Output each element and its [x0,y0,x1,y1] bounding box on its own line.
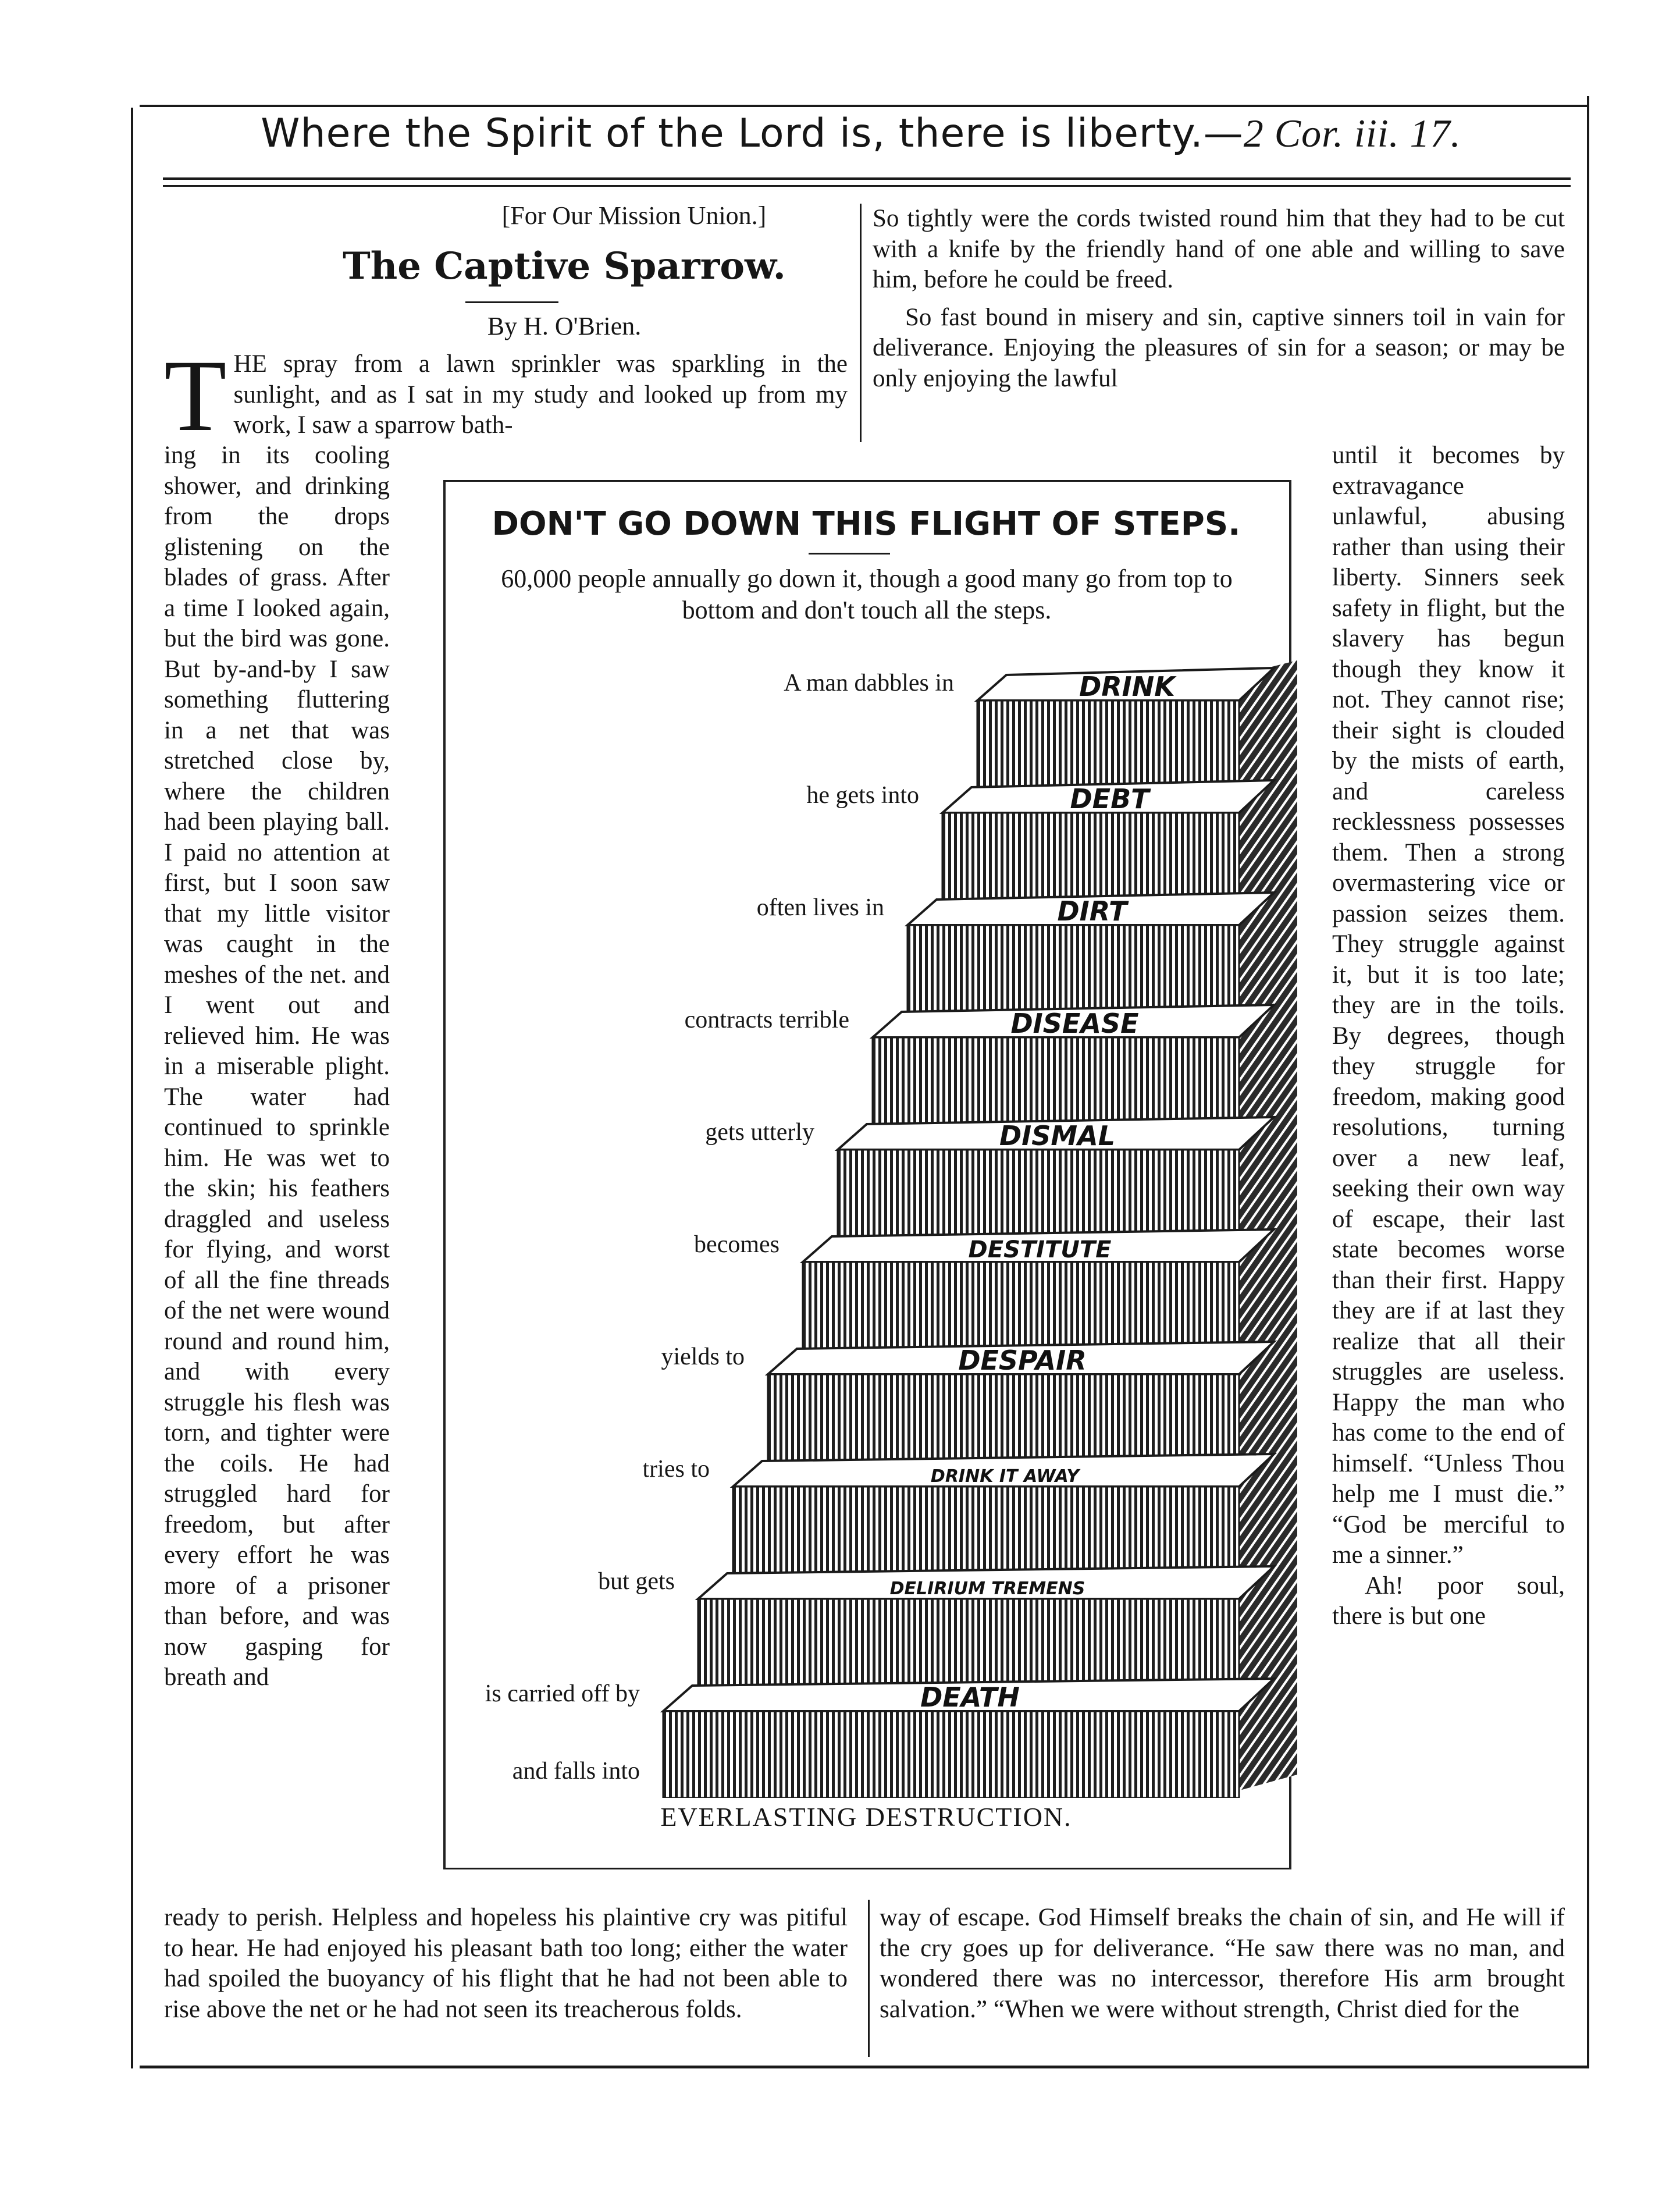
step-word: DELIRIUM TREMENS [889,1579,1085,1599]
step-riser [942,813,1239,900]
step-riser [698,1599,1239,1686]
bottom-rule [140,2066,1588,2068]
step-label: is carried off by [485,1680,640,1707]
top-rule [140,105,1588,107]
column-2-top [873,204,1565,394]
step-label: becomes [694,1231,780,1258]
column-2-narrow [1332,440,1565,1632]
column-1-bottom-text: ready to perish. Helpless and hopeless his plaintive cry was pitiful to hear. He had enjoyed his pleasant bath too long; either the water had spoiled the buoyancy of his flight that he had not been able to rise above the net or he had not seen its treacherous folds. [164,1904,848,2023]
step-word: DRINK IT AWAY [930,1466,1080,1487]
step-label: contracts terrible [684,1007,849,1033]
step-riser [977,701,1239,787]
staircase-steps [663,660,1297,1798]
step-riser [803,1262,1239,1349]
step-label-last: and falls into [512,1758,640,1785]
title-underline [465,301,558,303]
header-reference: 2 Cor. iii. 17. [1243,111,1461,155]
step-word: DEATH [920,1682,1020,1713]
header-rule-2 [163,185,1571,187]
illustration-top-rule [443,480,1289,482]
step-label: he gets into [806,782,919,809]
step-riser [838,1150,1239,1236]
column-2-narrow-text: until it becomes by extravagance unlawful, abusing rather than using their liberty. Sinners seek safety in flight, but the slavery has begun though they know it not. They cannot rise; their sight is clouded by the mists of earth, and careless recklessness possesses them. Then a strong overmastering vice or passion seizes them. They struggle against it, but it is too late; they are in the toils. By degrees, though they struggle for freedom, making good resolutions, turning over a new leaf, seeking their own way of escape, their last state becomes worse than their first. Happy they are if at last they realize that all their struggles are useless. Happy the man who has come to the end of himself. “Unless Thou help me I must die.” “God be merciful to me a sinner.” [1332,442,1565,1569]
column-2-paragraph-1: So tightly were the cords twisted round him that they had to be cut with a knife by the friendly hand of one able and willing to save him, before he could be freed. [873,205,1565,293]
illustration-title: DON'T GO DOWN THIS FLIGHT OF STEPS. [492,505,1241,543]
step-riser [873,1037,1239,1124]
step-word: DISMAL [999,1120,1116,1151]
step-label: yields to [661,1343,745,1370]
step-word: DRINK [1079,671,1175,702]
drop-cap: T [164,339,227,453]
column-1-narrow [164,440,390,1693]
illustration-finale: EVERLASTING DESTRUCTION. [660,1802,1072,1832]
step-riser [907,925,1239,1012]
step-riser [733,1487,1239,1573]
column-1-narrow-text: ing in its cooling shower, and drinking from the drops glistening on the blades of grass. After a time I looked again, but the bird was gone. But by-and-by I saw something fluttering in a net that was stretched close by, where the children had been playing ball. I paid no attention at first, but I soon saw that my little visitor was caught in the meshes of the net. and I went out and relieved him. He was in a miserable plight. The water had continued to sprinkle him. He was wet to the skin; his feathers draggled and useless for flying, and worst of all the fine threads of the net were wound round and round him, and with every struggle his flesh was torn, and tighter were the coils. He had struggled hard for freedom, but after every effort he was more of a prisoner than before, and was now gasping for breath and [164,442,390,1691]
step-word: DISEASE [1010,1008,1139,1039]
page-header [128,111,1594,157]
header-rule-1 [163,177,1571,180]
step-label: often lives in [756,894,884,921]
column-2-bottom-text: way of escape. God Himself breaks the chain of sin, and He will if the cry goes up for deliverance. “He saw there was no man, and wondered there was no intercessor, therefore His arm brought salvation.” “When we were without strength, Christ died for the [880,1904,1565,2023]
step-word: DEBT [1070,783,1149,815]
column-1-intro-text: HE spray from a lawn sprinkler was sparkling in the sunlight, and as I sat in my study and looked up from my work, I saw a sparrow bath- [233,350,848,439]
page-left-border [131,108,133,2068]
page-right-border [1587,96,1589,2068]
step-word: DESTITUTE [968,1236,1112,1263]
article-title: The Captive Sparrow. [343,244,786,288]
step-riser [768,1374,1239,1461]
step-label: gets utterly [705,1119,814,1146]
article-tag: [For Our Mission Union.] [501,201,767,230]
step-word: DIRT [1057,895,1127,927]
column-2-bottom [880,1903,1565,2025]
column-1-intro [164,339,848,453]
article-byline: By H. O'Brien. [487,312,642,340]
illustration-bottom-rule [443,1868,1289,1869]
step-label: A man dabbles in [784,670,954,696]
illustration-title-underline [809,553,890,554]
header-motto: Where the Spirit of the Lord is, there is liberty.— [261,111,1244,157]
column-1-bottom [164,1903,848,2025]
step-riser [663,1711,1239,1798]
column-divider-bottom [868,1900,870,2057]
illustration-subtitle: 60,000 people annually go down it, though a good many go from top to bottom and don't touch all the steps. [501,564,1233,624]
column-2-narrow-text-2: Ah! poor soul, there is but one [1332,1572,1565,1630]
column-2-paragraph-2: So fast bound in misery and sin, captive sinners toil in vain for deliverance. Enjoying the pleasures of sin for a season; or may be only enjoying the lawful [873,303,1565,392]
step-word: DESPAIR [958,1345,1087,1376]
step-label: tries to [642,1456,710,1483]
step-label: but gets [598,1568,675,1595]
